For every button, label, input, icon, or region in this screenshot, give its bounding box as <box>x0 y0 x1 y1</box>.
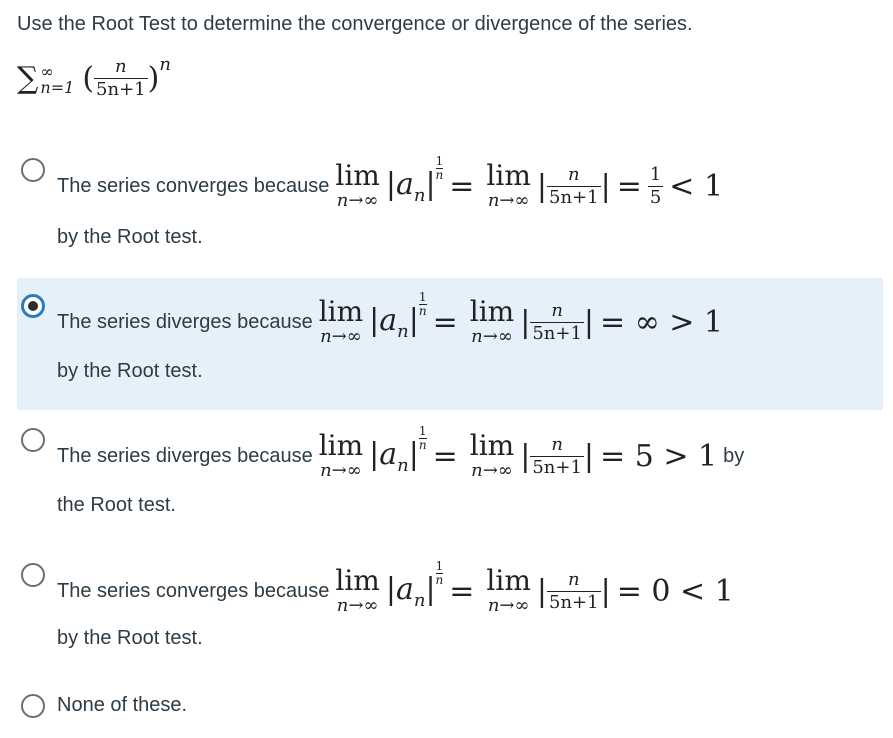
option-2[interactable] <box>17 278 883 410</box>
abs-bar: | <box>536 168 547 204</box>
option-text: The series converges because <box>57 174 330 197</box>
option-4[interactable] <box>17 555 883 665</box>
lim-label: lim <box>486 564 531 597</box>
abs-bar: | <box>408 436 419 472</box>
sum-symbol: ∑ <box>17 61 39 96</box>
equals: = <box>432 304 458 340</box>
pow-den: n <box>435 168 444 182</box>
lim-label: lim <box>335 564 380 597</box>
a-sub: n <box>397 320 409 342</box>
abs-bar: | <box>520 304 531 340</box>
lim-sub: n→∞ <box>320 460 362 481</box>
frac-den: 5n+1 <box>532 322 582 344</box>
equals: = <box>449 573 475 609</box>
lim-sub: n→∞ <box>487 190 530 211</box>
lim-label: lim <box>486 159 531 192</box>
a-sub: n <box>413 589 426 611</box>
option-suffix: by <box>723 444 745 467</box>
pow-num: 1 <box>418 290 427 304</box>
radio-button[interactable] <box>21 294 45 318</box>
lim-label: lim <box>318 295 364 328</box>
option-1[interactable] <box>17 150 883 260</box>
lim-sub: n→∞ <box>487 595 530 616</box>
lim-sub: n→∞ <box>471 460 513 481</box>
pow-den: n <box>435 573 444 587</box>
lim-sub: n→∞ <box>320 326 362 347</box>
series-numerator: n <box>115 56 127 77</box>
lim-sub: n→∞ <box>471 326 513 347</box>
lim-sub: n→∞ <box>336 190 379 211</box>
lim-label: lim <box>469 429 515 462</box>
series-denominator: 5n+1 <box>96 79 146 100</box>
option-text-line2: by the Root test. <box>57 627 203 649</box>
abs-bar: | <box>583 304 595 340</box>
series-expression <box>17 54 171 100</box>
frac-den: 5n+1 <box>532 456 582 478</box>
abs-a: |a <box>385 571 414 607</box>
pow-den: n <box>418 304 427 318</box>
result: = 0 < 1 <box>616 573 734 609</box>
sum-upper: ∞ <box>40 62 54 81</box>
abs-bar: | <box>425 166 436 202</box>
option-text: The series diverges because <box>57 310 313 333</box>
result-den: 5 <box>649 186 662 208</box>
abs-bar: | <box>425 571 436 607</box>
option-3[interactable] <box>17 420 883 530</box>
lim-sub: n→∞ <box>336 595 379 616</box>
frac-den: 5n+1 <box>549 591 599 613</box>
frac-num: n <box>551 433 563 455</box>
abs-a: |a <box>385 166 414 202</box>
result: = ∞ > 1 <box>600 304 723 340</box>
frac-num: n <box>568 568 580 590</box>
option-text-line2: by the Root test. <box>57 226 203 248</box>
pow-den: n <box>418 438 427 452</box>
lim-label: lim <box>469 295 515 328</box>
abs-bar: | <box>536 573 547 609</box>
pow-num: 1 <box>435 154 444 168</box>
equals: = <box>432 438 458 474</box>
equals: = <box>616 168 642 204</box>
right-paren: ) <box>147 61 160 96</box>
question-text: Use the Root Test to determine the convergence or divergence of the series. <box>17 13 693 35</box>
frac-num: n <box>568 163 580 185</box>
abs-a: |a <box>369 302 398 338</box>
result: = 5 > 1 <box>600 438 718 474</box>
a-sub: n <box>413 184 426 206</box>
lim-label: lim <box>335 159 380 192</box>
frac-num: n <box>551 299 563 321</box>
pow-num: 1 <box>435 559 444 573</box>
option-text-line2: the Root test. <box>57 494 176 516</box>
option-text: None of these. <box>57 694 188 716</box>
radio-button[interactable] <box>21 428 45 452</box>
abs-bar: | <box>600 573 611 609</box>
lim-label: lim <box>318 429 364 462</box>
radio-button[interactable] <box>21 563 45 587</box>
option-text-line2: by the Root test. <box>57 360 203 382</box>
radio-button[interactable] <box>21 694 45 718</box>
equals: = <box>449 168 475 204</box>
result-num: 1 <box>649 163 662 185</box>
left-paren: ( <box>82 61 95 96</box>
abs-bar: | <box>408 302 419 338</box>
result-tail: < 1 <box>669 168 724 204</box>
radio-button[interactable] <box>21 158 45 182</box>
option-text: The series converges because <box>57 579 330 602</box>
sum-lower: n=1 <box>40 78 75 97</box>
frac-den: 5n+1 <box>549 186 599 208</box>
abs-bar: | <box>520 438 531 474</box>
a-sub: n <box>397 454 409 476</box>
option-text: The series diverges because <box>57 444 313 467</box>
pow-num: 1 <box>418 424 427 438</box>
abs-bar: | <box>583 438 595 474</box>
abs-bar: | <box>600 168 611 204</box>
abs-a: |a <box>369 436 398 472</box>
series-exponent: n <box>159 54 171 75</box>
